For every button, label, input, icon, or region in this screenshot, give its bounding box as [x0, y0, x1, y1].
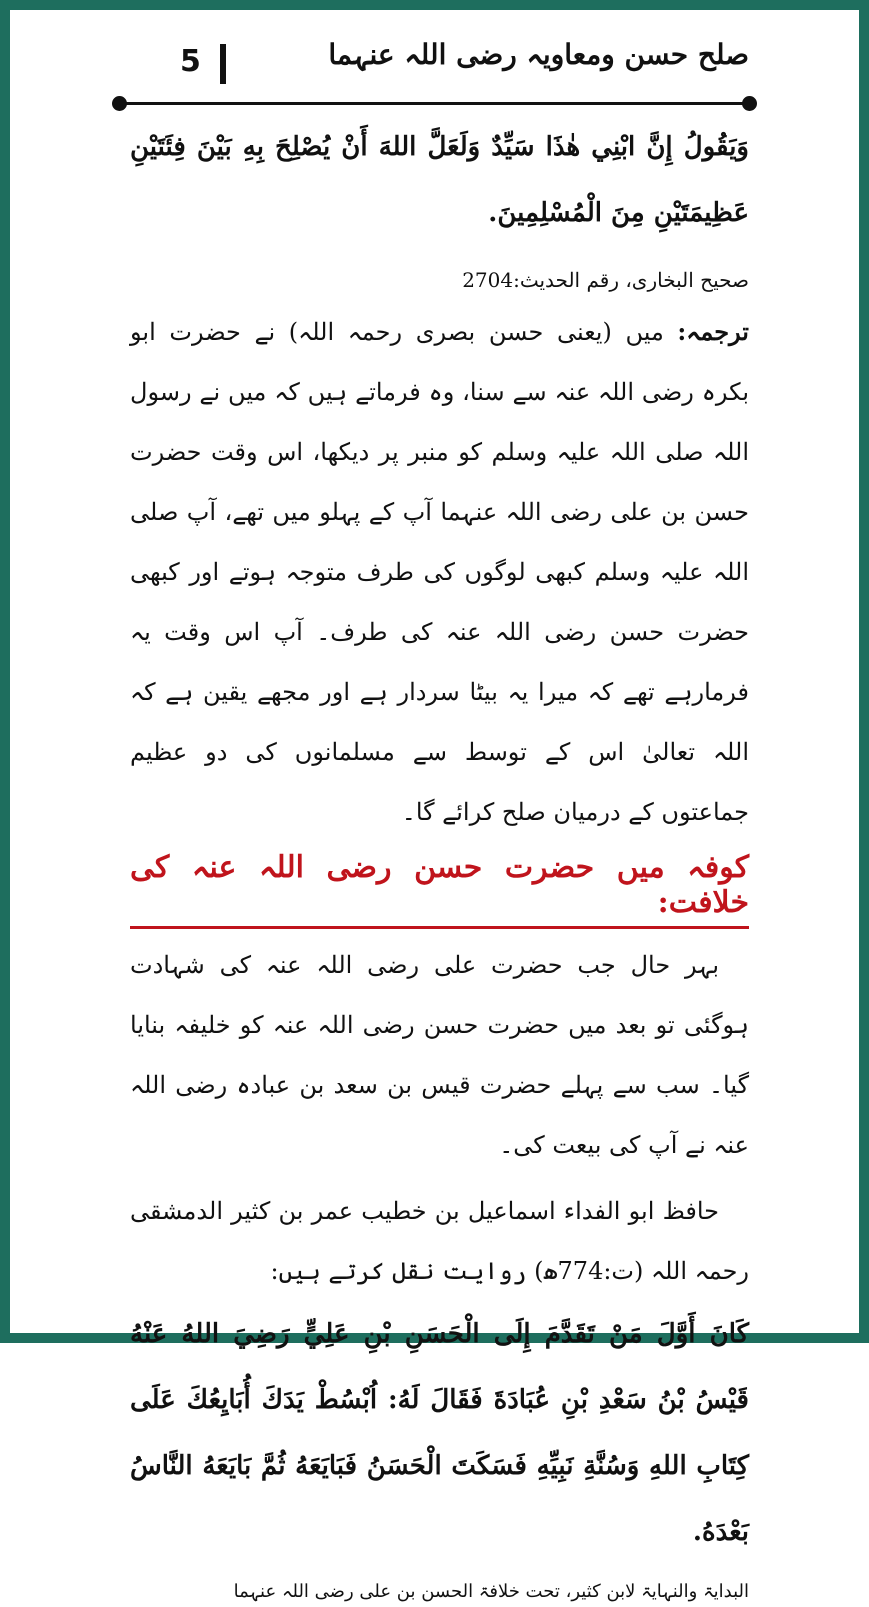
page-content [130, 114, 749, 1607]
document-page [10, 10, 859, 1602]
translation-paragraph [130, 302, 749, 842]
rule-dot-left [112, 96, 127, 111]
header-divider [220, 44, 226, 84]
translation-text: میں (یعنی حسن بصری رحمہ اللہ) نے حضرت ابو بکرہ رضی اللہ عنہ سے سنا، وہ فرماتے ہیں کہ میں نے رسول اللہ صلی اللہ علیہ وسلم کو منبر پر دیکھا، اس وقت حضرت حسن بن علی رضی اللہ عنہما آپ کے پہلو میں تھے، آپ صلی اللہ علیہ وسلم کبھی لوگوں کی طرف متوجہ ہوتے اور کبھی حضرت حسن رضی اللہ عنہ کی طرف۔ آپ اس وقت یہ فرمارہے تھے کہ میرا یہ بیٹا سردار ہے اور مجھے یقین ہے کہ اللہ تعالیٰ اس کے توسط سے مسلمانوں کی دو عظیم جماعتوں کے درمیان صلح کرائے گا۔ [130, 318, 749, 826]
paragraph-2: حافظ ابو الفداء اسماعیل بن خطیب عمر بن کثیر الدمشقی رحمہ اللہ (ت:774ھ) روایت نقل کرتے ہیں: [130, 1197, 749, 1285]
hadith-arabic: وَيَقُولُ إِنَّ ابْنِي هٰذَا سَيِّدٌ وَلَعَلَّ اللهَ أَنْ يُصْلِحَ بِهِ بَيْنَ فِئَتَيْنِ عَظِيمَتَيْنِ مِنَ الْمُسْلِمِينَ. [130, 132, 749, 228]
hadith-reference: صحیح البخاری، رقم الحدیث:2704 [462, 268, 749, 292]
book-title: صلح حسن ومعاویہ رضی اللہ عنہما [328, 38, 749, 71]
translation-label: ترجمہ: [677, 317, 749, 346]
rule-dot-right [742, 96, 757, 111]
footnote-reference: البدایۃ والنہایۃ لابن کثیر، تحت خلافۃ الحسن بن علی رضی اللہ عنہما [233, 1581, 749, 1602]
page-number: 5 [180, 44, 201, 79]
header-rule [120, 102, 749, 105]
page-header [120, 32, 749, 102]
arabic-quote: كَانَ أَوَّلَ مَنْ تَقَدَّمَ إِلَى الْحَسَنِ بْنِ عَلِيٍّ رَضِيَ اللهُ عَنْهُ قَيْسُ بْنُ سَعْدِ بْنِ عُبَادَةَ فَقَالَ لَهُ: اُبْسُطْ يَدَكَ أُبَايِعُكَ عَلَى كِتَابِ اللهِ وَسُنَّةِ نَبِيِّهِ فَسَكَتَ الْحَسَنُ فَبَايَعَهُ ثُمَّ بَايَعَهُ النَّاسُ بَعْدَهُ. [130, 1319, 749, 1547]
paragraph-1: بہر حال جب حضرت علی رضی اللہ عنہ کی شہادت ہوگئی تو بعد میں حضرت حسن رضی اللہ عنہ کو خلیفہ بنایا گیا۔ سب سے پہلے حضرت قیس بن سعد بن عبادہ رضی اللہ عنہ نے آپ کی بیعت کی۔ [130, 951, 749, 1159]
section-heading: کوفہ میں حضرت حسن رضی اللہ عنہ کی خلافت: [130, 850, 749, 929]
